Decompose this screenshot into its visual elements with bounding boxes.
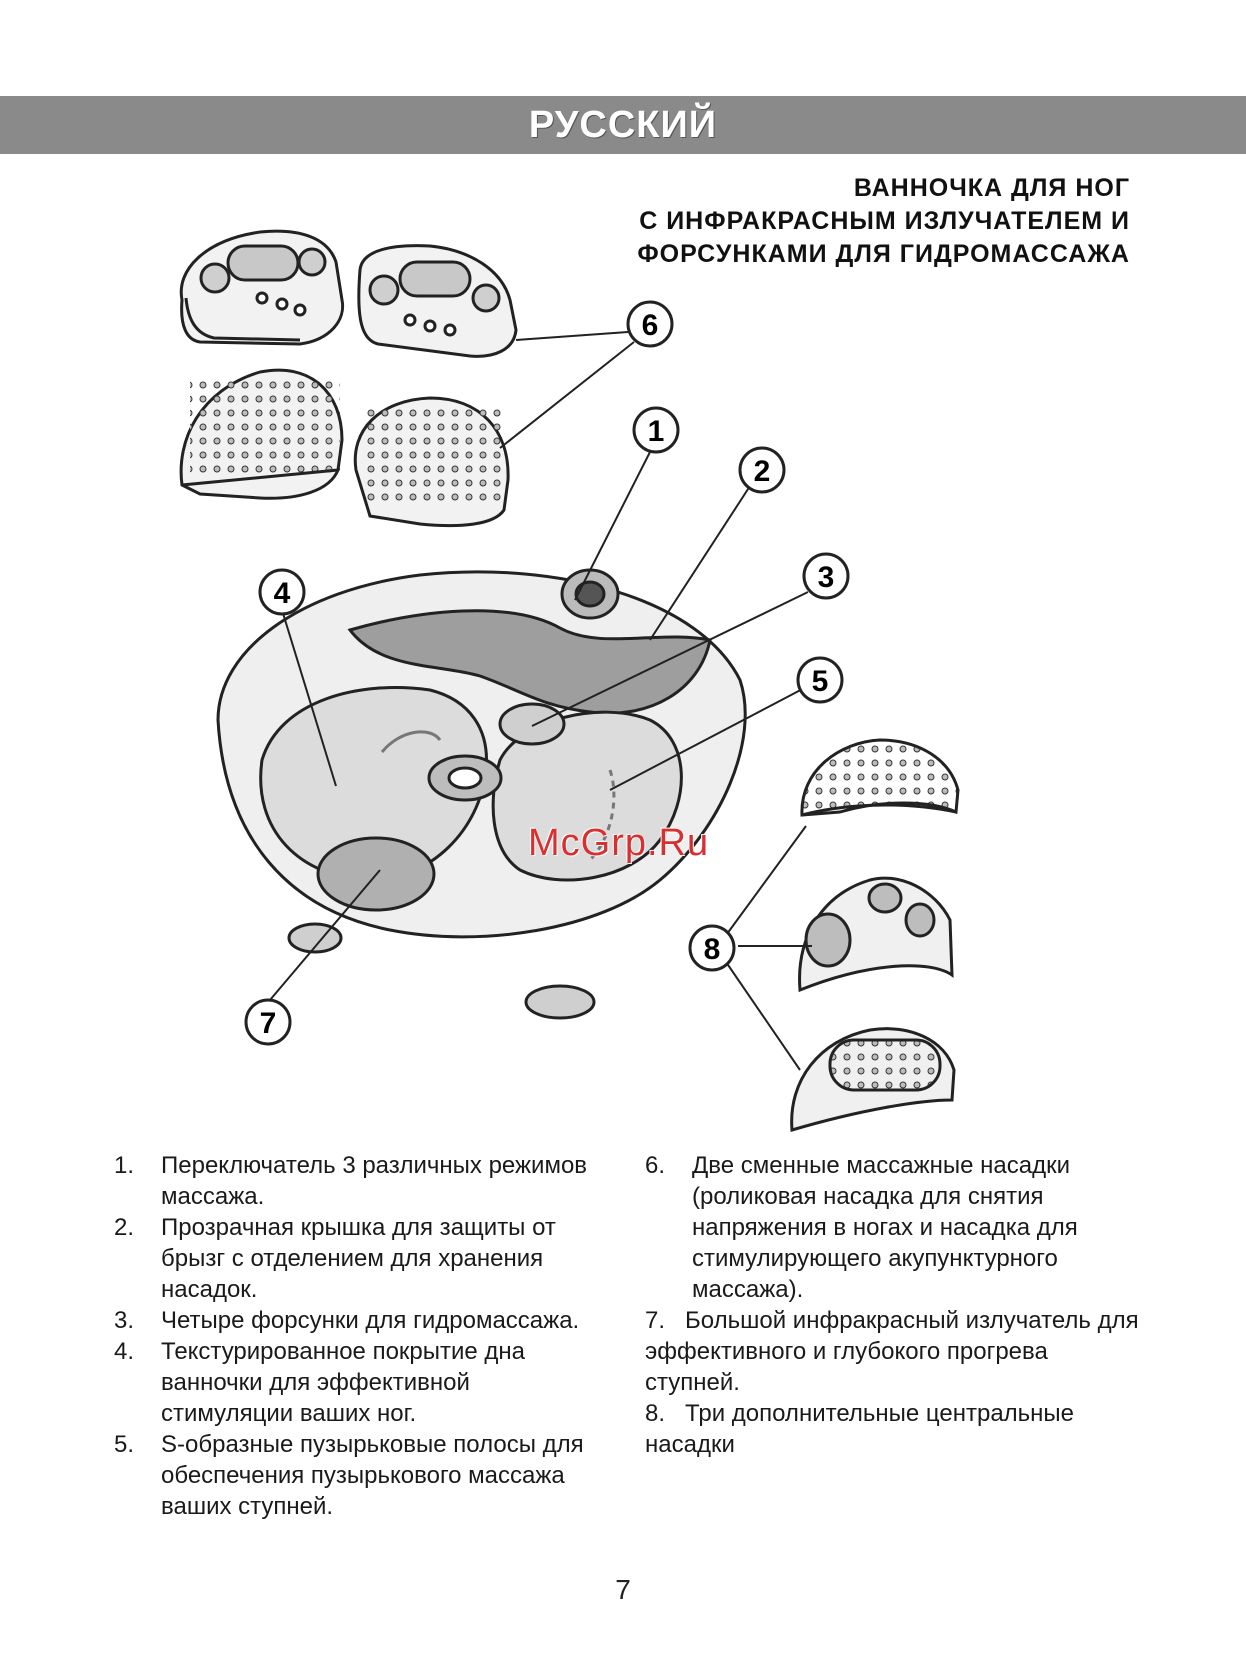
callout-7 bbox=[246, 1000, 290, 1044]
list-item-text: Текстурированное покрытие дна ванночки для эффективной стимуляции ваших ног. bbox=[161, 1338, 526, 1427]
list-item-number: 4. bbox=[114, 1338, 135, 1365]
list-item-number: 7. bbox=[645, 1307, 666, 1334]
title-line-2: С ИНФРАКРАСНЫМ ИЗЛУЧАТЕЛЕМ И bbox=[639, 207, 1130, 235]
list-item-text: Прозрачная крышка для защиты от брызг с отделением для хранения насадок. bbox=[161, 1214, 556, 1303]
list-item bbox=[114, 1336, 594, 1429]
callout-1-label: 1 bbox=[647, 415, 665, 448]
list-item bbox=[645, 1150, 1145, 1305]
callout-2 bbox=[740, 448, 784, 492]
callout-6-label: 6 bbox=[641, 309, 659, 342]
callout-3-label: 3 bbox=[817, 561, 835, 594]
list-item bbox=[645, 1398, 1145, 1460]
list-item bbox=[114, 1212, 594, 1305]
callout-5 bbox=[798, 658, 842, 702]
list-item-number: 6. bbox=[645, 1152, 666, 1179]
list-item-text: Переключатель 3 различных режимов массажа. bbox=[161, 1152, 588, 1210]
acupuncture-attachment-left-image bbox=[181, 370, 342, 498]
callout-1 bbox=[634, 408, 678, 452]
title-line-3: ФОРСУНКАМИ ДЛЯ ГИДРОМАССАЖА bbox=[637, 240, 1130, 268]
foot-bath-image bbox=[218, 570, 745, 1018]
callout-3 bbox=[804, 554, 848, 598]
callout-5-label: 5 bbox=[811, 665, 829, 698]
list-item-number: 1. bbox=[114, 1152, 135, 1179]
callout-6 bbox=[628, 302, 672, 346]
list-item-number: 2. bbox=[114, 1214, 135, 1241]
list-item-text: Четыре форсунки для гидромассажа. bbox=[161, 1307, 580, 1334]
list-item bbox=[645, 1305, 1145, 1398]
title-line-1: ВАННОЧКА ДЛЯ НОГ bbox=[853, 174, 1130, 202]
list-item-number: 8. bbox=[645, 1400, 666, 1427]
callout-8-label: 8 bbox=[703, 933, 721, 966]
center-attachment-middle-image bbox=[800, 878, 952, 990]
callout-8 bbox=[690, 926, 734, 970]
watermark: McGrp.Ru bbox=[528, 822, 710, 864]
page-number: 7 bbox=[615, 1574, 631, 1605]
roller-attachment-right-image bbox=[359, 246, 516, 357]
list-item-text: Две сменные массажные насадки (роликовая насадка для снятия напряжения в ногах и насадка для стимулирующего акупунктурного массажа). bbox=[692, 1152, 1078, 1303]
callout-4-label: 4 bbox=[273, 577, 291, 610]
list-item-number: 3. bbox=[114, 1307, 135, 1334]
callout-7-label: 7 bbox=[259, 1007, 277, 1040]
component-list-left bbox=[114, 1150, 594, 1522]
list-item-text: Большой инфракрасный излучатель для эффективного и глубокого прогрева ступней. bbox=[645, 1307, 1139, 1396]
roller-attachment-left-image bbox=[181, 231, 342, 344]
acupuncture-attachment-right-image bbox=[355, 398, 508, 526]
language-label: РУССКИЙ bbox=[528, 103, 718, 146]
list-item-number: 5. bbox=[114, 1431, 135, 1458]
callout-4 bbox=[260, 570, 304, 614]
center-attachment-bottom-image bbox=[792, 1029, 954, 1130]
list-item-text: Три дополнительные центральные насадки bbox=[645, 1400, 1075, 1458]
callout-2-label: 2 bbox=[753, 455, 771, 488]
component-list-right bbox=[645, 1150, 1145, 1460]
center-attachment-top-image bbox=[802, 740, 958, 815]
list-item bbox=[114, 1429, 594, 1522]
list-item bbox=[114, 1305, 594, 1336]
list-item bbox=[114, 1150, 594, 1212]
list-item-text: S-образные пузырьковые полосы для обеспечения пузырькового массажа ваших ступней. bbox=[161, 1431, 584, 1520]
